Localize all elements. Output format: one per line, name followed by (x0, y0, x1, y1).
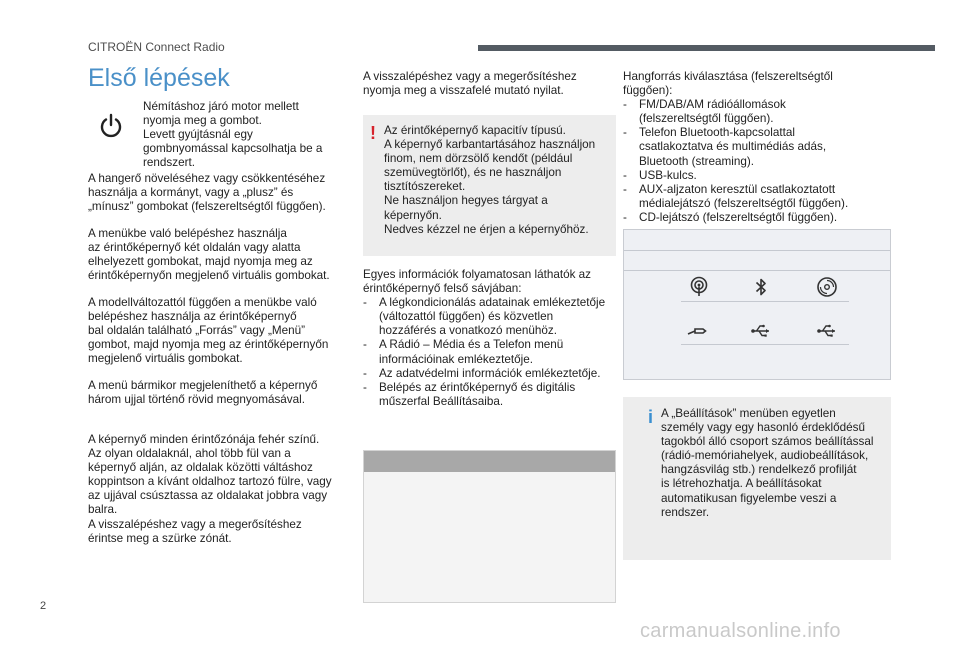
screen-divider (681, 301, 849, 302)
power-icon (97, 112, 125, 140)
illustration-band (364, 451, 615, 472)
source-selection: Hangforrás kiválasztása (felszereltségtől függően): - FM/DAB/AM rádióállomások (felszereltségtől függően). - Telefon Bluetooth-kapcsolattal csatlakoztatva és multimédiás adás, Bluetooth (streaming). - USB-kulcs. - AUX-aljzaton keresztül csatlakoztatott médialejátszó (felszereltségtől függően). - CD-lejátszó (felszereltségtől függően). (623, 70, 893, 225)
list-item: - Telefon Bluetooth-kapcsolattal csatlakoztatva és multimédiás adás, Bluetooth (streaming). (623, 126, 827, 168)
info-text: A „Beállítások” menüben egyetlen személy vagy egy hasonló érdeklődésű tagokból álló csoport számos beállítással (rádió-memóriahelyek, audiobeállítások, hangzásvilág stb.) rendelkező profilját is létrehozhatja. A beállításokat automatikusan figyelembe veszi a rendszer. (661, 407, 874, 519)
screen-divider (624, 270, 890, 271)
power-button-text: Némításhoz járó motor mellett nyomja meg a gombot. Levett gyújtásnál egy gombnyomással kapcsolhatja be a rendszert. (143, 100, 323, 170)
aux-icon (686, 320, 708, 342)
status-bar-info: Egyes információk folyamatosan láthatók az érintőképernyő felső sávjában: - A légkondicionálás adatainak emlékeztetője (változattól függően) és közvetlen hozzáférés a vonatkozó menühöz. - A Rádió – Média és a Telefon menü információinak emlékeztetője. - Az adatvédelmi információk emlékeztetője. - Belépés az érintőképernyő és digitális műszerfal Beállításaiba. (363, 268, 625, 409)
cd-icon (816, 276, 838, 298)
volume-paragraph: A hangerő növeléséhez vagy csökkentéséhez használja a kormányt, vagy a „plusz” és „mínusz” gombokat (felszereltségtől függően). (88, 172, 326, 214)
model-variant-paragraph: A modellváltozattól függően a menükbe való belépéshez használja az érintőképernyő bal oldalán található „Forrás” vagy „Menü” gombot, majd nyomja meg az érintőképernyőn megjelenő virtuális gombokat. (88, 296, 329, 366)
radio-icon (688, 276, 710, 298)
list-item: - USB-kulcs. (623, 168, 697, 182)
header-bar (478, 45, 935, 51)
menu-access-paragraph: A menükbe való belépéshez használja az érintőképernyő két oldalán vagy alatta elhelyezett gombokat, majd nyomja meg az érintőképernyőn megjelenő virtuális gombokat. (88, 227, 330, 283)
page-number: 2 (40, 600, 47, 612)
illustration-placeholder (363, 450, 616, 603)
list-item: - FM/DAB/AM rádióállomások (felszereltségtől függően). (623, 98, 786, 126)
info-icon: i (648, 407, 654, 427)
usb-icon (816, 320, 838, 342)
list-item: - Az adatvédelmi információk emlékeztetője. (363, 366, 601, 380)
list-item: - Belépés az érintőképernyő és digitális műszerfal Beállításaiba. (363, 380, 576, 408)
warning-text: Az érintőképernyő kapacitív típusú. A képernyő karbantartásához használjon finom, nem dörzsölő kendőt (például szemüvegtörlőt), és ne használjon tisztítószereket. Ne használjon hegyes tárgyat a képernyőn. Nedves kézzel ne érjen a képernyőhöz. (384, 124, 596, 236)
usb-icon (750, 320, 772, 342)
watermark: carmanualsonline.info (640, 620, 841, 642)
touch-zones-paragraph: A képernyő minden érintőzónája fehér színű. Az olyan oldalaknál, ahol több fül van a képernyő alján, az oldalak közötti váltáshoz koppintson a kívánt oldalhoz tartozó fülre, vagy az ujjával csúsztassa az oldalakat jobbra vagy balra. A visszalépéshez vagy a megerősítéshez érintse meg a szürke zónát. (88, 433, 332, 545)
list-item: - AUX-aljzaton keresztül csatlakoztatott médialejátszó (felszereltségtől függően). (623, 182, 849, 210)
screen-divider (624, 250, 890, 251)
source-screen-illustration (623, 229, 891, 380)
back-arrow-paragraph: A visszalépéshez vagy a megerősítéshez nyomja meg a visszafelé mutató nyilat. (363, 70, 577, 98)
list-item: - CD-lejátszó (felszereltségtől függően). (623, 210, 838, 224)
warning-icon: ! (370, 123, 376, 143)
three-finger-paragraph: A menü bármikor megjeleníthető a képernyő három ujjal történő rövid megnyomásával. (88, 379, 318, 407)
header-label: CITROËN Connect Radio (88, 40, 225, 54)
bluetooth-icon (750, 276, 772, 298)
page-title: Első lépések (88, 64, 230, 92)
screen-divider (681, 344, 849, 345)
list-item: - A légkondicionálás adatainak emlékeztetője (változattól függően) és közvetlen hozzáférés a vonatkozó menühöz. (363, 296, 606, 338)
list-item: - A Rádió – Média és a Telefon menü információinak emlékeztetője. (363, 338, 564, 366)
